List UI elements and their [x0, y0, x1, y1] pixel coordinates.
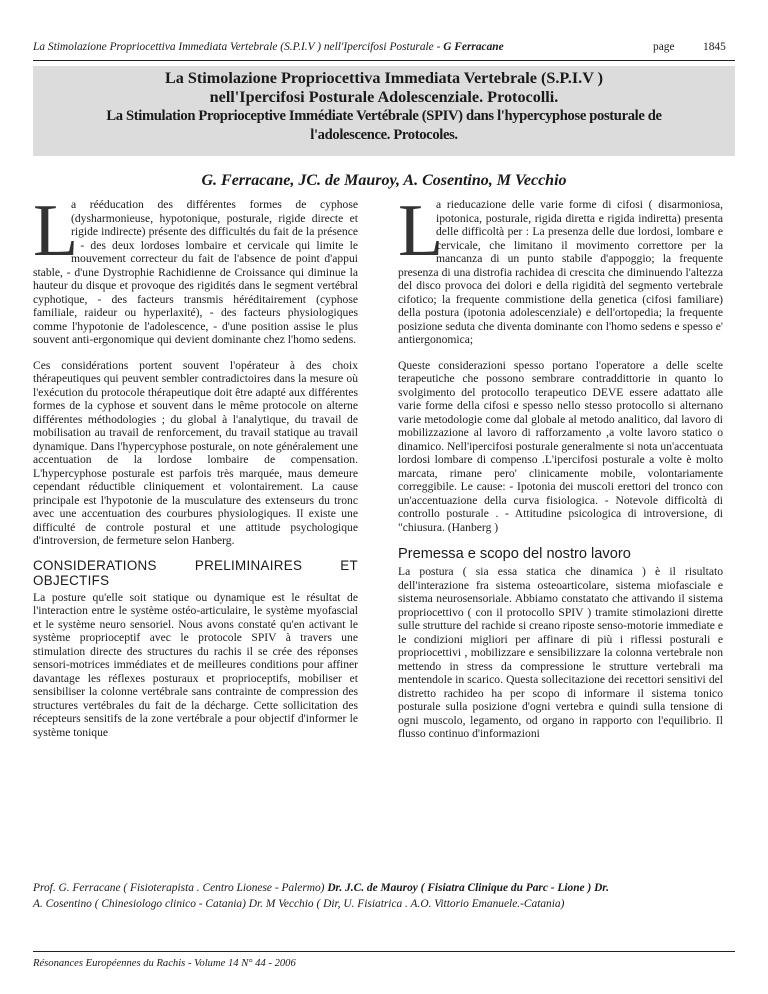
affiliation-cosentino-vecchio: A. Cosentino ( Chinesiologo clinico - Catania) Dr. M Vecchio ( Dir, U. Fisiatrica . A.O. Vittorio Emanuele.-Catania): [33, 898, 565, 910]
right-paragraph-3: La postura ( sia essa statica che dinamica ) è il risultato dell'interazione fra sistema osteoarticolare, sistema miofasciale e sistema neurosensoriale. Abbiamo constatato che attivando il sistema propriocettivo ( con il protocollo SPIV ) tramite stimolazioni dirette sulle strutture del rachide si creano riposte senso-motorie immediate e le condizioni migliori per affinare di più i riflessi posturali e propriocettivi , mobilizzare e sensibilizzare la colonna vertebrale non mettendo in stress da compressione le strutture vertebrali ma mentendole in scarico. Questa sollecitazione dei recettori sensitivi del distretto rachideo ha per scopo di informare il sistema tonico posturale sulla posizione d'ogni vertebra e quindi sulla tensione di ogni muscolo, legamento, od organo in rapporto con l'equilibrio. Il flusso continuo d'informazioni: [398, 565, 723, 740]
title-line-3: La Stimulation Proprioceptive Immédiate Vertébrale (SPIV) dans l'hypercyphose posturale de: [106, 108, 662, 124]
right-column: [398, 190, 723, 741]
dropcap-right: L: [398, 190, 444, 272]
affiliation-ferracane: Prof. G. Ferracane ( Fisioterapista . Centro Lionese - Palermo): [33, 882, 328, 894]
right-section-heading: Premessa e scopo del nostro lavoro: [398, 546, 631, 562]
author-affiliations: [33, 880, 735, 912]
left-paragraph-3: La posture qu'elle soit statique ou dynamique est le résultat de l'interaction entre le système ostéo-articulaire, le système myofascial et le système neuro sensoriel. Nous avons constaté qu'en activant le système proprioceptif avec le protocole SPIV à travers une stimulation directe des structures du rachis il se crée des réponses sensori-motrices immédiates et de meilleures conditions pour affiner davantage les réflexes posturaux et proprioceptifs, mobiliser et sensibiliser la colonne vertébrale sans contrainte de compression des structures vertébrales du fait de la décharge. Cette sollicitation des récepteurs sensitifs de la zone vertébrale a pour objectif d'informer le système tonique: [33, 590, 358, 739]
title-box: [33, 66, 735, 156]
running-header: [33, 41, 733, 59]
page-number: 1845: [703, 41, 726, 53]
left-paragraph-1: a rééducation des différentes formes de cyphose (dysharmonieuse, hypotonique, posturale, rigide directe et rigide indirecte) présente des difficultés du fait de la présence : - des deux lordoses lombaire et cervicale qui limite le mouvement correcteur du fait de l'absence de point d'appui stable, - d'une Dystrophie Rachidienne de Croissance qui diminue la hauteur du disque et provoque des rigidités dans le segment vertébral cyphotique, - des facteurs transmis héréditairement (cyphose familiale, raideur ou hyperlaxité), - des facteurs physiologiques comme l'hypotonie de l'adolescence, - d'une position assise le plus souvent anti-ergonomique qui devient dominante chez l'homo sedens.: [33, 198, 358, 346]
title-line-2: nell'Ipercifosi Posturale Adolescenziale. Protocolli.: [209, 88, 559, 106]
header-rule: [33, 60, 735, 61]
footer-rule: [33, 951, 735, 952]
title-line-1: La Stimolazione Propriocettiva Immediata Vertebrale (S.P.I.V ): [164, 69, 604, 87]
authors: G. Ferracane, JC. de Mauroy, A. Cosentino, M Vecchio: [201, 172, 567, 189]
running-title: [33, 41, 504, 53]
dropcap-left: L: [33, 190, 79, 272]
running-title-text: La Stimolazione Propriocettiva Immediata Vertebrale (S.P.I.V ) nell'Ipercifosi Posturale -: [33, 41, 444, 53]
journal-footer: Résonances Européennes du Rachis - Volume 14 N° 44 - 2006: [33, 958, 296, 969]
right-paragraph-1: a rieducazione delle varie forme di cifosi ( disarmoniosa, ipotonica, posturale, rigida diretta e rigida indiretta) presenta delle difficoltà per : La presenza delle due lordosi, lombare e cervicale, che limitano il movimento correttore per la mancanza di un punto stabile d'appoggio; la frequente presenza di una distrofia rachidea di crescita che diminuendo l'altezza del disco provoca dei dolori e della rigidità del segmento vertebrale cifotico; la frequente commistione della genetica (cifosi familiare) della postura (ipotonia adolescenziale) e dell'ortopedia; la frequente posizione seduta che diventa dominante con l'homo sedens e spesso e' antiergonomica;: [398, 198, 723, 346]
left-section-heading: CONSIDERATIONS PRELIMINAIRES ET OBJECTIFS: [33, 557, 358, 588]
left-paragraph-2: Ces considérations portent souvent l'opérateur à des choix thérapeutiques qui peuvent sembler contradictoires dans la mesure où l'exécution du protocole thérapeutique doit être adapté aux différentes formes de la cyphose et souvent dans le même protocole on alterne différentes méthodologies ; du global à l'analytique, du travail de mobilisation au travail de renforcement, du travail statique au travail dynamique. Dans l'hypercyphose posturale, on note généralement une accentuation de la lordose lombaire de compensation. L'hypercyphose posturale est parfois très marquée, maus demeure cependant réductible cliniquement et volontairement. La cause principale est l'hypotonie de la musculature des extenseurs du tronc avec une accentuation des courbures physiologiques. Il existe une difficulté de controle postural et une attitude psychologique d'introversion, de fermeture selon Hanberg.: [33, 358, 358, 547]
affiliation-de-mauroy: Dr. J.C. de Mauroy ( Fisiatra Clinique du Parc - Lione ) Dr.: [327, 882, 609, 894]
page-label: page: [653, 41, 675, 53]
left-column: [33, 190, 358, 739]
right-paragraph-2: Queste considerazioni spesso portano l'operatore a delle scelte terapeutiche che possono sembrare contraddittorie in quanto lo svolgimento del protocollo terapeutico DEVE essere adattato alle varie forme della cifosi e spesso nello stesso protocollo si alternano varie metodologie come dal globale al metodo analitico, dal lavoro di mobilizzazione al lavoro di rafforzamento ,a volte lavoro statico o dinamico. Nell'ipercifosi posturale generalmente si nota un'accentuata lordosi lombare di compenso .L'ipercifosi posturale a volte è molto marcata, rimane pero' clinicamente mobile, volontariamente correggibile. Le cause: - Ipotonia dei muscoli erettori del tronco con un'accentuazione della curva fisiologica. - Notevole difficoltà di controllo posturale . - Attitudine psicologica di introversione, di "chiusura. (Hanberg ): [398, 358, 723, 534]
running-author: G Ferracane: [443, 41, 504, 53]
title-line-4: l'adolescence. Protocoles.: [310, 127, 458, 143]
